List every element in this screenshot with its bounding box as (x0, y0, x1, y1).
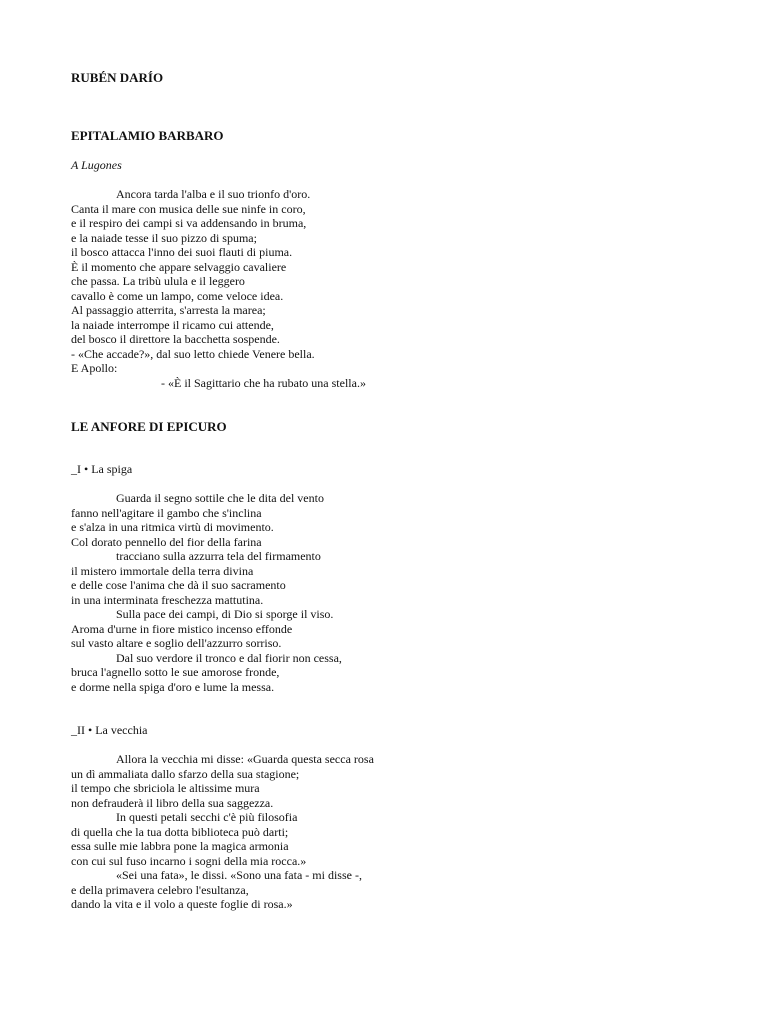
poem-line: del bosco il direttore la bacchetta sospende. (71, 332, 280, 346)
poem-line: Ancora tarda l'alba e il suo trionfo d'oro. (116, 187, 311, 201)
poem-epitalamio-body (71, 187, 366, 390)
poem-line: sul vasto altare e soglio dell'azzurro sorriso. (71, 636, 282, 650)
poem-line: - «È il Sagittario che ha rubato una stella.» (161, 375, 366, 390)
poem-line: di quella che la tua dotta biblioteca può darti; (71, 824, 289, 839)
poem-line: con cui sul fuso incarno i sogni della mia rocca.» (71, 853, 307, 868)
poem-line: Sulla pace dei campi, di Dio si sporge il viso. (116, 607, 334, 621)
poem-line: E Apollo: (71, 361, 118, 375)
poem-dedication: A Lugones (71, 158, 122, 172)
poem-line: - «Che accade?», dal suo letto chiede Venere bella. (71, 346, 315, 361)
poem-line: e il respiro dei campi si va addensando in bruma, (71, 216, 307, 230)
poem-line: dando la vita e il volo a queste foglie di rosa.» (71, 897, 293, 911)
poem-line: Canta il mare con musica delle sue ninfe in coro, (71, 201, 306, 216)
poem-line: tracciano sulla azzurra tela del firmamento (116, 549, 321, 563)
poem-title-anfore: LE ANFORE DI EPICURO (71, 419, 227, 434)
poem-line: Dal suo verdore il tronco e dal fiorir non cessa, (116, 650, 342, 665)
poem-line: non defrauderà il libro della sua saggezza. (71, 795, 274, 810)
poem-line: bruca l'agnello sotto le sue amorose fronde, (71, 665, 280, 679)
poem-line: e della primavera celebro l'esultanza, (71, 882, 249, 897)
poem-line: In questi petali secchi c'è più filosofia (116, 810, 298, 824)
poem-line: Allora la vecchia mi disse: «Guarda questa secca rosa (116, 752, 374, 766)
poem-line: Aroma d'urne in fiore mistico incenso effonde (71, 621, 293, 636)
section-title-la-spiga: _I • La spiga (71, 462, 133, 476)
poem-line: cavallo è come un lampo, come veloce idea. (71, 288, 284, 303)
poem-line: che passa. La tribù ulula e il leggero (71, 274, 245, 288)
poem-title-epitalamio: EPITALAMIO BARBARO (71, 128, 224, 143)
poem-line: essa sulle mie labbra pone la magica armonia (71, 839, 289, 853)
poem-line: un dì ammaliata dallo sfarzo della sua stagione; (71, 766, 300, 781)
poem-line: fanno nell'agitare il gambo che s'inclina (71, 505, 262, 520)
poem-line: e delle cose l'anima che dà il suo sacramento (71, 578, 286, 592)
author-heading: RUBÉN DARÍO (71, 70, 164, 85)
poem-line: Al passaggio atterrita, s'arresta la marea; (71, 303, 266, 317)
section-title-la-vecchia: _II • La vecchia (71, 723, 148, 737)
poem-la-spiga-body (71, 491, 342, 694)
poem-line: È il momento che appare selvaggio cavaliere (71, 259, 287, 274)
poem-line: e s'alza in una ritmica virtù di movimento. (71, 520, 274, 534)
poem-line: il bosco attacca l'inno dei suoi flauti di piuma. (71, 245, 293, 259)
poem-line: la naiade interrompe il ricamo cui attende, (71, 317, 274, 332)
poem-line: il tempo che sbriciola le altissime mura (71, 781, 260, 795)
poem-line: il mistero immortale della terra divina (71, 563, 254, 578)
poem-line: Guarda il segno sottile che le dita del vento (116, 491, 324, 505)
poem-line: e dorme nella spiga d'oro e lume la messa. (71, 679, 275, 694)
poem-line: Col dorato pennello del fior della farina (71, 534, 262, 549)
poem-line: in una interminata freschezza mattutina. (71, 592, 264, 607)
poem-line: «Sei una fata», le dissi. «Sono una fata - mi disse -, (116, 868, 362, 882)
poem-line: e la naiade tesse il suo pizzo di spuma; (71, 230, 257, 245)
poem-la-vecchia-body (71, 752, 374, 912)
